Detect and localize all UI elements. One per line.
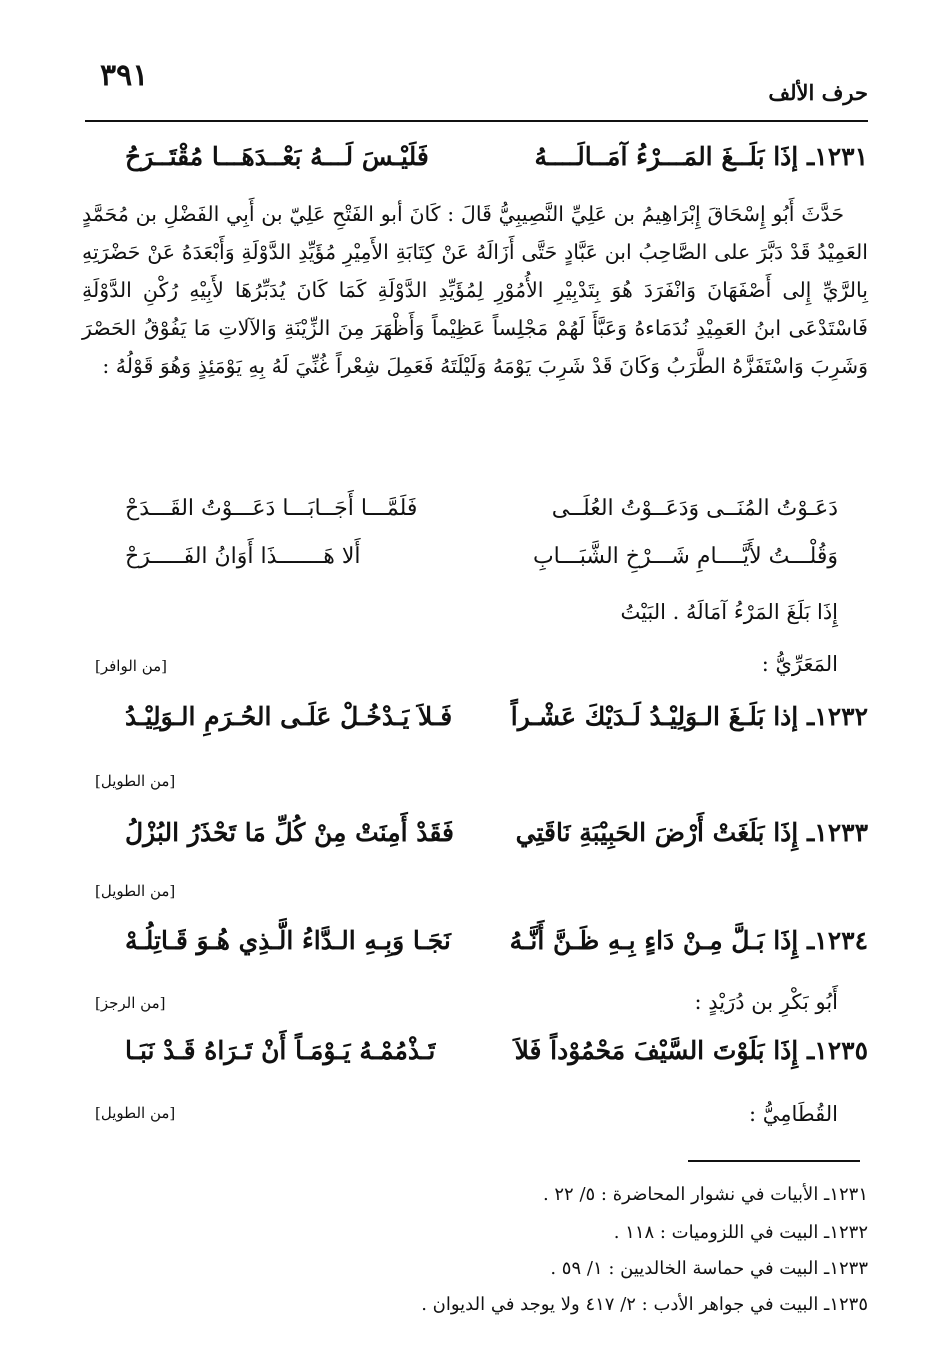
verse-1233 <box>80 818 868 862</box>
verse-1235-first-hemistich: ١٢٣٥ـ إِذَا بَلَوْتَ السَّيْفَ مَحْمُوْداً فَلاَ <box>514 1036 868 1065</box>
footnote-1232: ١٢٣٢ـ البيت في اللزوميات : ١١٨ . <box>613 1222 868 1243</box>
poet-name-1232: المَعَرِّيُّ : <box>761 652 838 676</box>
verse-1232-first-hemistich: ١٢٣٢ـ إذا بَلَـغَ الـوَلِيْـدُ لَـدَيْكَ عَشْـراً <box>510 702 868 731</box>
poem-line-2 <box>80 544 868 588</box>
page-number: ٣٩١ <box>100 58 149 93</box>
meter-label-1234: [من الطويل] <box>95 882 176 900</box>
verse-1235-second-hemistich: تَـذْمُمْـهُ يَـوْمَـاً أَنْ تَـرَاهُ قَـدْ نَبَـا <box>125 1036 436 1065</box>
meter-label-1232: [من الوافر] <box>95 657 168 675</box>
verse-reference-line: إِذَا بَلَغَ المَرْءُ آمَالَهُ . البَيْتُ <box>620 600 838 624</box>
verse-1234-first-hemistich: ١٢٣٤ـ إِذَا بَـلَّ مِـنْ دَاءٍ بِـهِ ظَـنَّ أَنَّـهُ <box>509 926 868 955</box>
poem-line-1-first: دَعَـوْتُ المُنَــى وَدَعَــوْتُ العُلَــى <box>551 496 838 521</box>
meter-label-next: [من الطويل] <box>95 1104 176 1122</box>
verse-1235 <box>80 1036 868 1080</box>
header-rule <box>85 120 868 122</box>
poet-name-1235: أَبُو بَكْرِ بن دُرَيْدٍ : <box>694 990 838 1014</box>
verse-1231-first-hemistich: ١٢٣١ـ إذَا بَلَــغَ المَـــرْءُ آمَــالَــــهُ <box>534 142 868 171</box>
poem-line-2-second: أَلا هَـــــــذَا أَوَانُ الفَـــــرَحْ <box>125 544 361 569</box>
poet-name-next: القُطَامِيُّ : <box>749 1102 838 1126</box>
footnote-1235: ١٢٣٥ـ البيت في جواهر الأدب : ٢/ ٤١٧ ولا يوجد في الديوان . <box>421 1294 868 1315</box>
verse-1234 <box>80 926 868 970</box>
footnote-1231: ١٢٣١ـ الأبيات في نشوار المحاضرة : ٥/ ٢٢ . <box>542 1184 868 1205</box>
meter-label-1233: [من الطويل] <box>95 772 176 790</box>
poem-line-1 <box>80 496 868 540</box>
verse-1231-second-hemistich: فَلَيْـسَ لَـــهُ بَعْــدَهَـــا مُقْتَــرَحُ <box>125 142 429 171</box>
poem-line-2-first: وَقُلْـــتُ لأَيَّــــامِ شَـــرْخِ الشَّبَـــابِ <box>532 544 838 569</box>
poem-line-1-second: فَلَمَّـــا أَجَــابَـــا دَعَـــوْتُ القَـــدَحْ <box>125 496 418 521</box>
verse-1234-second-hemistich: نَجَـا وَبِـهِ الـدَّاءُ الَّـذِي هُـوَ قَـاتِلُـهْ <box>125 926 451 955</box>
verse-1231 <box>80 142 868 186</box>
meter-label-1235: [من الرجز] <box>95 994 166 1012</box>
verse-1233-second-hemistich: فَقَدْ أَمِنَتْ مِنْ كُلِّ مَا تَحْذَرُ البُزْلُ <box>125 818 454 847</box>
verse-1232-second-hemistich: فَـلاَ يَـدْخُـلْ عَلَـى الحُـرَمِ الـوَلِيْـدُ <box>125 702 453 731</box>
footnote-rule <box>688 1160 860 1162</box>
footnote-1233: ١٢٣٣ـ البيت في حماسة الخالديين : ١/ ٥٩ . <box>550 1258 868 1279</box>
running-header-title: حرف الألف <box>768 80 868 105</box>
verse-1232 <box>80 702 868 746</box>
verse-1233-first-hemistich: ١٢٣٣ـ إِذَا بَلَغَتْ أَرْضَ الحَبِيْبَةِ نَاقَتِي <box>515 818 868 847</box>
anecdote-paragraph: حَدَّثَ أَبُو إِسْحَاقَ إِبْرَاهِيمُ بن عَلِيِّ النَّصِيبِيُّ قَالَ : كَانَ أبو الفَتْحِ عَلِيّ بن أَبِي الفَضْلِ بن مُحَمَّدٍ العَمِيْدُ قَدْ دَبَّرَ على الصَّاحِبُ ابن عَبَّادٍ حَتَّى أَزَالَهُ عَنْ كِتَابَةِ الأَمِيْرِ مُؤَيِّدِ الدَّوْلَةِ وَأَبْعَدَهُ عَنْ حَضْرَتِهِ بِالرَّيِّ إِلى أَصْفَهَانَ وَانْفَرَدَ هُوَ بِتَدْبِيْرِ الأُمُوْرِ لِمُؤَيِّدِ الدَّوْلَةِ كَمَا كَانَ يُدَبِّرُهَا لأَبِيْهِ رُكْنِ الدَّوْلَةِ فَاسْتَدْعَى ابنُ العَمِيْدِ نُدَمَاءهُ وَعَبَّأَ لَهُمْ مَجْلِساً عَظِيْماً وَأَظْهَرَ مِنَ الزِّيْنَةِ وَالآلاتِ مَا يَفُوْقُ الحَصْرَ وَشَرِبَ وَاسْتَفَزَّهُ الطَّرَبُ وَكَانَ قَدْ شَرِبَ يَوْمَهُ وَلَيْلَتَهُ فَعَمِلَ شِعْراً غُنِّيَ لَهُ بِهِ يَوْمَئِذٍ وَهُوَ قَوْلُهُ : <box>82 202 868 378</box>
